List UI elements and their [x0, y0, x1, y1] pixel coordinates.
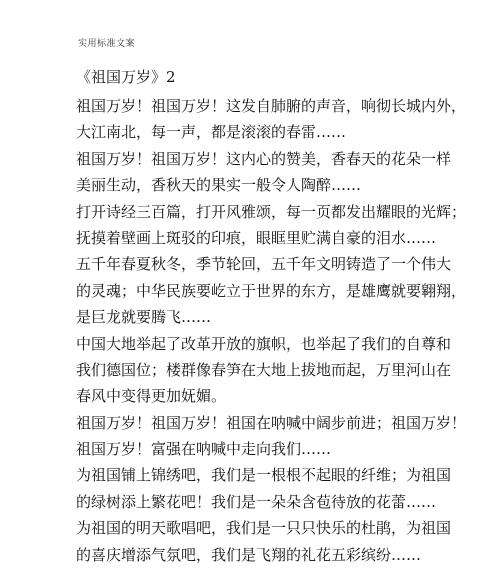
text-line: 大江南北，每一声，都是滚滚的春雷……: [76, 123, 347, 142]
document-body: [76, 93, 496, 568]
text-line: 打开诗经三百篇，打开风雅颂，每一页都发出耀眼的光辉；: [76, 202, 467, 221]
text-line: 的灵魂；中华民族要屹立于世界的东方，是雄鹰就要翱翔，: [76, 281, 467, 300]
text-line: 的喜庆增添气氛吧，我们是飞翔的礼花五彩缤纷……: [76, 545, 422, 564]
text-line: 祖国万岁！富强在呐喊中走向我们……: [76, 440, 332, 459]
text-line: 中国大地举起了改革开放的旗帜，也举起了我们的自尊和: [76, 334, 452, 353]
text-line: 五千年春夏秋冬，季节轮回，五千年文明铸造了一个伟大: [76, 255, 452, 274]
text-line: 祖国万岁！祖国万岁！这内心的赞美，香春天的花朵一样: [76, 149, 452, 168]
text-line: 为祖国的明天歌唱吧，我们是一只只快乐的杜鹃，为祖国: [76, 519, 452, 538]
document-title: 《祖国万岁》2: [76, 68, 176, 86]
text-line: 为祖国铺上锦绣吧，我们是一根根不起眼的纤维；为祖国: [76, 466, 452, 485]
text-line: 美丽生动，香秋天的果实一般令人陶醉……: [76, 176, 362, 195]
text-line: 祖国万岁！祖国万岁！这发自肺腑的声音，响彻长城内外，: [76, 97, 467, 115]
text-line: 的绿树添上繁花吧！我们是一朵朵含苞待放的花蕾……: [76, 492, 437, 511]
text-line: 抚摸着壁画上斑驳的印痕，眼眶里贮满自豪的泪水……: [76, 228, 437, 247]
text-line: 是巨龙就要腾飞……: [76, 308, 212, 327]
page-header: 实用标准文案: [78, 39, 136, 49]
text-line: 春风中变得更加妩媚。: [76, 387, 227, 406]
text-line: 我们德国位；楼群像春笋在大地上拔地而起，万里河山在: [76, 360, 452, 379]
text-line: 祖国万岁！祖国万岁！祖国在呐喊中阔步前进；祖国万岁！: [76, 413, 467, 432]
